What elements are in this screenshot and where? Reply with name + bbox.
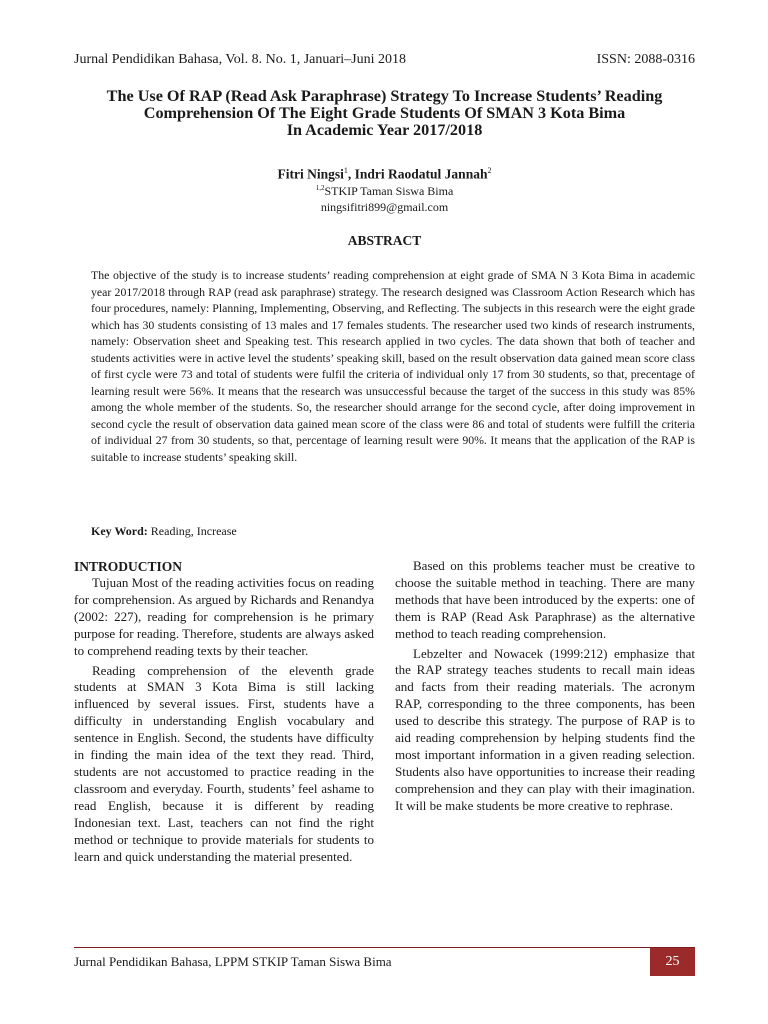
keywords-value: Reading, Increase: [147, 524, 237, 538]
title-line-2: Comprehension Of The Eight Grade Students Of SMAN 3 Kota Bima: [143, 104, 626, 122]
page-number-badge: [650, 948, 695, 976]
paragraph: Reading comprehension of the eleventh grade students at SMAN 3 Kota Bima is still lacking influenced by several issues. First, students have a difficulty in understanding English vocabulary and sentence in English. Second, the students have difficulty in finding the main idea of the text they read. Third, students are not accustomed to practice reading in the classroom and everyday. Fourth, students’ feel ashame to read English, because it is different by reading Indonesian text. Last, teachers can not find the right method or technique to provide materials for students to learn and quick understanding the material presented.: [74, 662, 374, 864]
left-column: [74, 558, 374, 865]
keywords: [91, 524, 237, 539]
author-email: ningsifitri899@gmail.com: [320, 200, 449, 214]
page-number: 25: [665, 954, 680, 969]
right-column: [395, 558, 695, 815]
affiliation: [74, 184, 695, 199]
affiliation-sup: 1,2: [315, 184, 325, 192]
paragraph: Tujuan Most of the reading activities focus on reading for comprehension. As argued by Richards and Renandya (2002: 227), reading for comprehension is he primary purpose for reading. Therefore, students are always asked to comprehend reading texts by their teacher.: [74, 575, 374, 658]
author-1: Fitri Ningsi: [277, 166, 344, 182]
title-line-1: The Use Of RAP (Read Ask Paraphrase) Strategy To Increase Students’ Reading: [106, 87, 663, 105]
paragraph: Lebzelter and Nowacek (1999:212) emphasize that the RAP strategy teaches students to recall main ideas and facts from their reading materials. The acronym RAP, corresponding to the three components, has been used to describe this strategy. The purpose of RAP is to aid reading comprehension by helping students find the most important information in a given reading selection. Students also have opportunities to increase their reading comprehension and they can play with their imagination. It will be make students be more creative to rephrase.: [395, 645, 695, 813]
abstract-heading: ABSTRACT: [347, 233, 422, 248]
author-list: [74, 166, 695, 183]
title-line-3: In Academic Year 2017/2018: [286, 121, 483, 139]
paper-title: [74, 88, 695, 139]
author-1-sup: 1: [343, 166, 348, 175]
author-separator: ,: [347, 166, 355, 182]
journal-header: Jurnal Pendidikan Bahasa, Vol. 8. No. 1, Januari–Juni 2018: [74, 52, 406, 67]
footer-divider: [74, 947, 695, 948]
paragraph: Based on this problems teacher must be creative to choose the suitable method in teaching. There are many methods that have been introduced by the experts: one of them is RAP (Read Ask Paraphrase) as the alternative method to teach reading comprehension.: [395, 558, 695, 641]
introduction-heading: INTRODUCTION: [74, 559, 183, 574]
author-2-sup: 2: [487, 166, 492, 175]
footer-journal: Jurnal Pendidikan Bahasa, LPPM STKIP Taman Siswa Bima: [74, 954, 392, 969]
issn-label: ISSN: 2088-0316: [596, 52, 695, 67]
author-2: Indri Raodatul Jannah: [354, 166, 488, 182]
abstract-text: The objective of the study is to increase students’ reading comprehension at eight grade of SMA N 3 Kota Bima in academic year 2017/2018 through RAP (read ask paraphrase) strategy. The research designed was Classroom Action Research which has four procedures, namely: Planning, Implementing, Observing, and Reflecting. The subjects in this research were the eight grade which has 30 students consisting of 13 males and 17 females students. The researcher used two kinds of research instruments, namely: Observation sheet and Speaking test. This research applied in two cycles. The data shown that both of teacher and students activities were in active level the students’ speaking skill, based on the result observation data gained mean score class of first cycle were 73 and total of students were fulfil the criteria of individual only 17 from 30 students, so that, precentage of learning result were 56%. It means that the research was unsuccessful because the target of the success in this study was 85% among the whole member of the students. So, the researcher should arrange for the second cycle, after doing improvement in second cycle the result of observation data gained mean score of the class were 86 and total of students were fulfill the criteria of individual 27 from 30 students, so that, percentage of learning result were 90%. It means that the application of the RAP is suitable to increase students’ speaking skill.: [91, 268, 695, 465]
affiliation-text: STKIP Taman Siswa Bima: [324, 184, 454, 198]
keywords-label: Key Word:: [91, 524, 148, 538]
